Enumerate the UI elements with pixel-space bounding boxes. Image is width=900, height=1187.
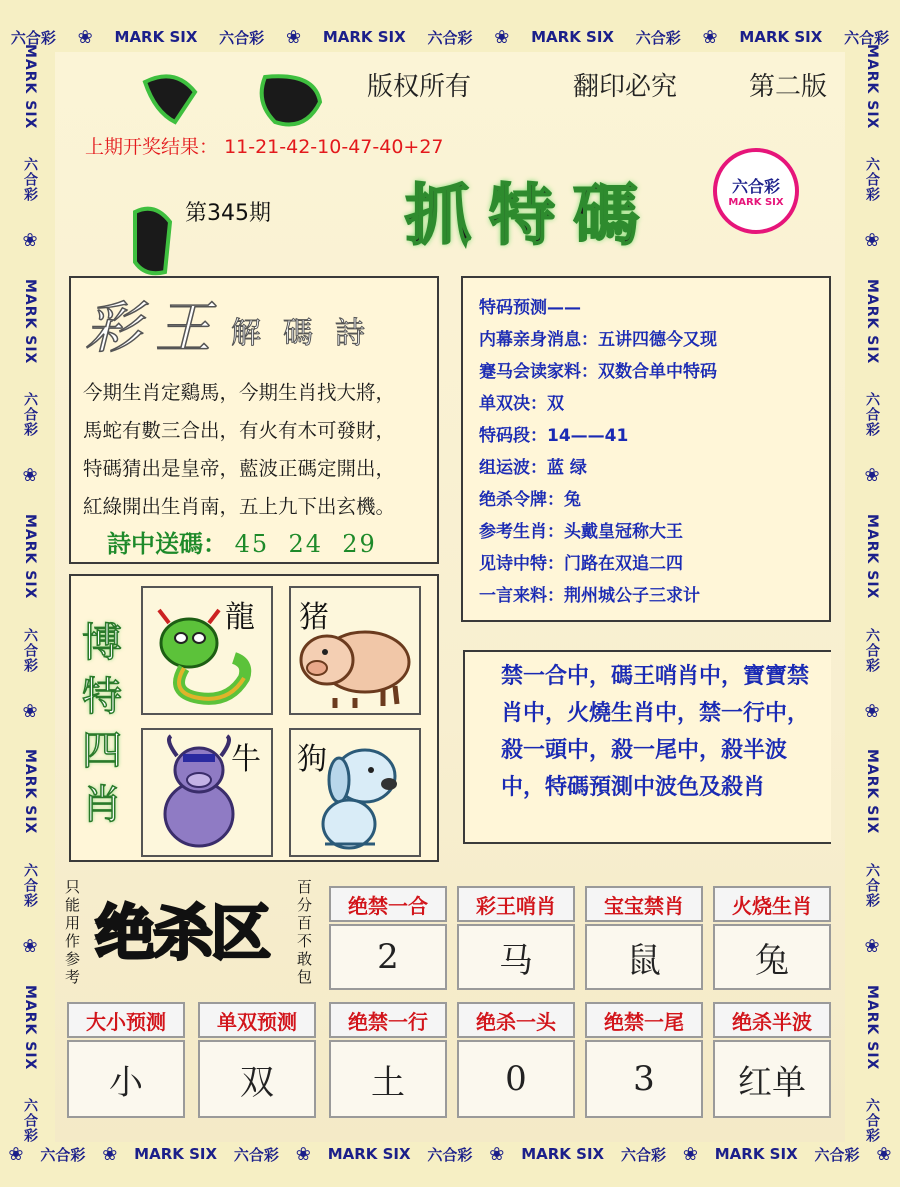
logo-cn-text: 六合彩 (731, 177, 780, 196)
brand-cn-text: 六合彩 (864, 627, 880, 673)
flower-icon: ❀ (22, 230, 38, 252)
kill-header: 单双预测 (198, 1002, 316, 1038)
brand-cn-text: 六合彩 (22, 392, 38, 438)
mark-six-logo (713, 148, 799, 234)
brand-en-text: MARK SIX (864, 749, 880, 835)
decorative-title-glyphs (115, 62, 375, 282)
gift-numbers-row (107, 524, 377, 559)
pig-icon (295, 614, 413, 710)
dragon-icon (149, 608, 259, 708)
zodiac-label: 牛 (231, 742, 261, 777)
flower-icon: ❀ (489, 1143, 505, 1165)
poem-title-small: 解碼詩 (231, 316, 387, 351)
brand-en-text: MARK SIX (22, 984, 38, 1071)
page-title: 抓特碼 (405, 176, 657, 254)
zodiac-label: 狗 (297, 742, 327, 777)
flower-icon: ❀ (22, 465, 38, 487)
brand-cn-text: 六合彩 (22, 157, 38, 203)
forecast-item: 蹇马会读家料：双数合单中特码 (479, 362, 717, 382)
forecast-panel (461, 276, 831, 622)
flower-icon: ❀ (682, 1143, 698, 1165)
brand-cn-text: 六合彩 (864, 862, 880, 908)
flower-icon: ❀ (864, 230, 880, 252)
flower-icon: ❀ (702, 26, 718, 48)
four-zodiac-panel (69, 574, 439, 862)
copyright-text: 版权所有 (367, 72, 472, 102)
poem-line: 特碼猜出是皇帝，藍波正碼定開出， (83, 457, 396, 480)
kill-value: 马 (457, 924, 575, 990)
zodiac-card-pig (289, 586, 421, 715)
kill-value: 鼠 (585, 924, 703, 990)
left-border (6, 30, 54, 1157)
four-zodiac-title: 博特四肖 (82, 620, 122, 828)
brand-en-text: MARK SIX (22, 279, 38, 365)
kill-header: 火烧生肖 (713, 886, 831, 922)
kill-value: 红单 (713, 1040, 831, 1118)
brand-en-text: MARK SIX (739, 28, 823, 46)
gift-label: 詩中送碼： (107, 529, 227, 558)
left-note: 只能用作参考 (65, 878, 81, 986)
flower-icon: ❀ (494, 26, 510, 48)
kill-value: 双 (198, 1040, 316, 1118)
forecast-item: 绝杀令牌：兔 (479, 490, 581, 510)
kill-value: 小 (67, 1040, 185, 1118)
poem-line: 馬蛇有數三合出，有火有木可發財， (83, 419, 396, 442)
right-note: 百分百不敢包 (297, 878, 313, 986)
kill-value: 兔 (713, 924, 831, 990)
kill-header: 宝宝禁肖 (585, 886, 703, 922)
dog-icon (305, 740, 415, 852)
brand-en-text: MARK SIX (864, 43, 880, 130)
poem-title-big: 彩王 (85, 296, 225, 361)
forecast-heading: 特码预测—— (479, 298, 581, 318)
forecast-item: 单双决：双 (479, 394, 564, 414)
gift-numbers: 45 24 29 (234, 530, 377, 558)
brand-en-text: MARK SIX (114, 28, 198, 46)
no-copy-text: 翻印必究 (573, 72, 678, 102)
brand-cn-text: 六合彩 (620, 1145, 666, 1164)
brand-cn-text: 六合彩 (814, 1145, 860, 1164)
kill-header: 绝禁一尾 (585, 1002, 703, 1038)
poem-line: 今期生肖定鷄馬，今期生肖找大將， (83, 381, 396, 404)
last-result-value: 11-21-42-10-47-40+27 (224, 136, 444, 158)
zodiac-card-dog (289, 728, 421, 857)
kill-value: 0 (457, 1040, 575, 1118)
flower-icon: ❀ (8, 1143, 24, 1165)
kill-header: 大小预测 (67, 1002, 185, 1038)
brand-cn-text: 六合彩 (427, 1145, 473, 1164)
kill-header: 绝杀一头 (457, 1002, 575, 1038)
notice-panel (463, 650, 831, 844)
brand-en-text: MARK SIX (327, 1145, 411, 1163)
flower-icon: ❀ (22, 935, 38, 957)
brand-en-text: MARK SIX (22, 43, 38, 130)
flower-icon: ❀ (285, 26, 302, 48)
forecast-item: 一言来料：荆州城公子三求计 (479, 586, 700, 606)
forecast-item: 特码段：14——41 (479, 426, 629, 446)
flower-icon: ❀ (77, 26, 93, 48)
brand-en-text: MARK SIX (714, 1145, 798, 1163)
kill-value: 土 (329, 1040, 447, 1118)
notice-text: 禁一合中，碼王哨肖中，寶寶禁肖中，火燒生肖中，禁一行中，殺一頭中，殺一尾中，殺半波中，特碼預測中波色及殺肖 (501, 663, 810, 800)
brand-en-text: MARK SIX (22, 514, 38, 600)
flower-icon: ❀ (295, 1143, 311, 1165)
brand-en-text: MARK SIX (864, 279, 880, 365)
flower-icon: ❀ (102, 1143, 118, 1165)
zodiac-label: 龍 (225, 600, 255, 635)
poem-panel (69, 276, 439, 564)
ox-icon (147, 734, 247, 850)
last-result-label: 上期开奖结果： (85, 136, 219, 158)
brand-cn-text: 六合彩 (22, 627, 38, 673)
zodiac-card-ox (141, 728, 273, 857)
brand-en-text: MARK SIX (864, 514, 880, 600)
poem-line: 紅綠開出生肖南，五上九下出玄機。 (83, 495, 396, 518)
right-border (848, 30, 896, 1157)
brand-en-text: MARK SIX (531, 28, 614, 46)
logo-en-text: MARK SIX (728, 197, 784, 208)
brand-cn-text: 六合彩 (233, 1145, 279, 1164)
flower-icon: ❀ (22, 700, 38, 722)
brand-cn-text: 六合彩 (10, 28, 56, 47)
brand-cn-text: 六合彩 (40, 1145, 86, 1164)
brand-cn-text: 六合彩 (427, 28, 473, 47)
brand-en-text: MARK SIX (22, 749, 38, 835)
brand-en-text: MARK SIX (134, 1145, 218, 1163)
flower-icon: ❀ (864, 700, 880, 722)
brand-cn-text: 六合彩 (844, 28, 890, 47)
kill-header: 绝杀半波 (713, 1002, 831, 1038)
edition-text: 第二版 (749, 72, 828, 102)
flower-icon: ❀ (876, 1143, 892, 1165)
period-text: 第345期 (185, 201, 271, 226)
brand-en-text: MARK SIX (521, 1145, 605, 1163)
kill-header: 绝禁一行 (329, 1002, 447, 1038)
brand-cn-text: 六合彩 (219, 28, 265, 47)
poem-lines (83, 374, 429, 526)
forecast-list (479, 292, 717, 612)
last-result (85, 132, 444, 159)
brand-cn-text: 六合彩 (22, 862, 38, 908)
forecast-item: 内幕亲身消息：五讲四德今又现 (479, 330, 717, 350)
zodiac-card-dragon (141, 586, 273, 715)
kill-zone-title: 绝杀区 (95, 899, 269, 969)
kill-header: 绝禁一合 (329, 886, 447, 922)
forecast-item: 见诗中特：门路在双追二四 (479, 554, 683, 574)
brand-cn-text: 六合彩 (635, 28, 681, 47)
kill-value: 3 (585, 1040, 703, 1118)
forecast-item: 组运波：蓝 绿 (479, 458, 587, 478)
brand-cn-text: 六合彩 (864, 157, 880, 203)
brand-en-text: MARK SIX (322, 28, 406, 46)
content-area (55, 52, 845, 1142)
kill-header: 彩王哨肖 (457, 886, 575, 922)
brand-cn-text: 六合彩 (22, 1097, 38, 1143)
brand-en-text: MARK SIX (864, 984, 880, 1071)
forecast-item: 参考生肖：头戴皇冠称大王 (479, 522, 683, 542)
zodiac-label: 猪 (299, 600, 329, 635)
flower-icon: ❀ (864, 465, 880, 487)
brand-cn-text: 六合彩 (864, 1097, 880, 1143)
kill-value: 2 (329, 924, 447, 990)
flower-icon: ❀ (864, 935, 880, 957)
brand-cn-text: 六合彩 (864, 392, 880, 438)
